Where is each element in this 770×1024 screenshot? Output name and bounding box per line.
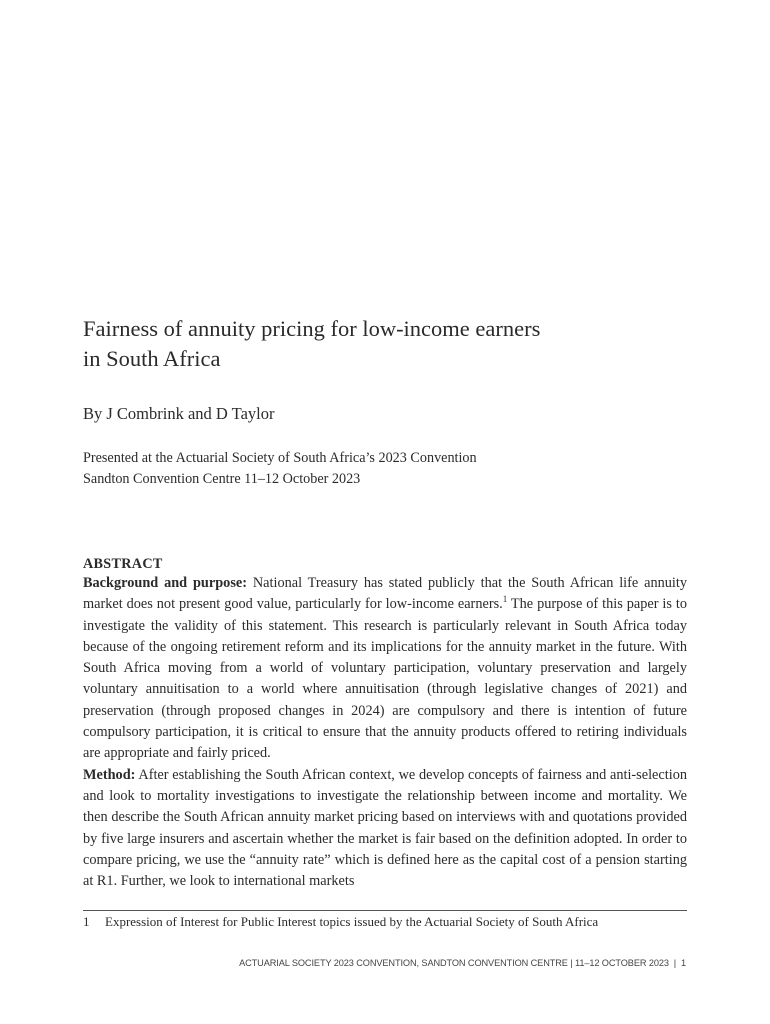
background-text-b: The purpose of this paper is to investigate the validity of this statement. This research is particularly relevant in South Africa today because of the ongoing retirement reform and its implications for the annuity market in the future. With South Africa moving from a world of voluntary participation, voluntary preservation and largely voluntary annuitisation to a world where annuitisation (through legislative changes of 2021) and preservation (through proposed changes in 2024) are compulsory and there is intention of future compulsory participation, it is critical to ensure that the annuity products offered to retiring individuals are appropriate and fairly priced.: [83, 596, 687, 762]
footnote: [83, 913, 693, 931]
authors-line: By J Combrink and D Taylor: [83, 404, 275, 423]
background-text-a: National Treasury has stated publicly that the South African life annuity market does not present good value, particularly for low-income earners.: [83, 575, 687, 613]
method-label: Method:: [83, 766, 136, 783]
abstract-body: [83, 573, 687, 892]
footnote-text: Expression of Interest for Public Interest topics issued by the Actuarial Society of South Africa: [105, 914, 599, 929]
abstract-heading: ABSTRACT: [83, 556, 163, 572]
footnote-reference[interactable]: 1: [502, 594, 508, 605]
page-number: 1: [680, 958, 686, 968]
footnote-number: 1: [83, 914, 90, 929]
title-line-1: Fairness of annuity pricing for low-income earners: [83, 316, 541, 341]
method-paragraph: [83, 765, 687, 893]
footer-separator: |: [673, 958, 677, 968]
footer-text: ACTUARIAL SOCIETY 2023 CONVENTION, SANDTON CONVENTION CENTRE | 11–12 OCTOBER 2023: [239, 958, 669, 968]
presentation-info: [83, 448, 477, 490]
page-footer: [239, 956, 686, 970]
presented-line-2: Sandton Convention Centre 11–12 October 2023: [83, 471, 361, 487]
title-line-2: in South Africa: [83, 346, 221, 371]
footnote-divider: [83, 910, 687, 911]
background-label: Background and purpose:: [83, 575, 247, 591]
presented-line-1: Presented at the Actuarial Society of South Africa’s 2023 Convention: [83, 450, 477, 466]
paper-title: [83, 314, 703, 374]
method-text: After establishing the South African context, we develop concepts of fairness and anti-selection and look to mortality investigations to investigate the relationship between income and mortality. We then describe the South African annuity market pricing based on interviews with and quotations provided by five large insurers and ascertain whether the market is fair based on the definition adopted. In order to compare pricing, we use the “annuity rate” which is defined here as the capital cost of a pension starting at R1. Further, we look to international markets: [83, 766, 687, 890]
background-paragraph: [83, 573, 687, 765]
